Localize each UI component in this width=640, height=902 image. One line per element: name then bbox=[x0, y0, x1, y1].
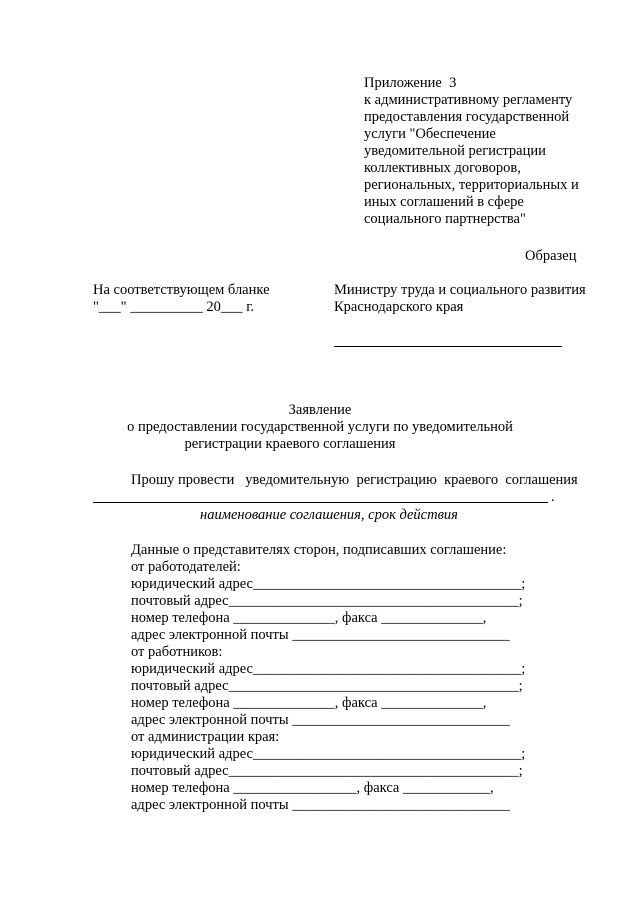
legal-address-field[interactable]: юридический адрес_____________________________________; bbox=[131, 661, 526, 677]
legal-address-field[interactable]: юридический адрес_____________________________________; bbox=[131, 746, 526, 762]
legal-address-field[interactable]: юридический адрес_____________________________________; bbox=[131, 576, 526, 592]
appendix-header bbox=[364, 75, 579, 228]
appendix-line: к административному регламенту bbox=[364, 92, 573, 108]
section-heading: Данные о представителях сторон, подписавших соглашение: bbox=[131, 542, 507, 558]
group-label: от работодателей: bbox=[131, 559, 241, 575]
recipient-line: Министру труда и социального развития bbox=[334, 282, 586, 298]
recipient-block bbox=[334, 282, 586, 316]
postal-address-field[interactable]: почтовый адрес________________________________________; bbox=[131, 763, 523, 779]
group-label: от администрации края: bbox=[131, 729, 280, 745]
postal-address-field[interactable]: почтовый адрес________________________________________; bbox=[131, 593, 523, 609]
postal-address-field[interactable]: почтовый адрес________________________________________; bbox=[131, 678, 523, 694]
title-line: Заявление bbox=[288, 402, 352, 418]
title-line: регистрации краевого соглашения bbox=[184, 436, 396, 452]
appendix-line: Приложение 3 bbox=[364, 75, 457, 91]
date-field[interactable]: "___" __________ 20___ г. bbox=[93, 299, 255, 315]
request-end: . bbox=[551, 489, 555, 505]
request-text: Прошу провести уведомительную регистрацию краевого соглашения bbox=[131, 472, 578, 488]
appendix-line: иных соглашений в сфере bbox=[364, 194, 524, 210]
appendix-line: социального партнерства" bbox=[364, 211, 526, 227]
phone-fax-field[interactable]: номер телефона ______________, факса ______________, bbox=[131, 695, 487, 711]
phone-fax-field[interactable]: номер телефона ______________, факса ______________, bbox=[131, 610, 487, 626]
appendix-line: уведомительной регистрации bbox=[364, 143, 546, 159]
appendix-line: коллективных договоров, bbox=[364, 160, 521, 176]
title-line: о предоставлении государственной услуги по уведомительной bbox=[127, 419, 513, 435]
letterhead-line: На соответствующем бланке bbox=[93, 282, 270, 298]
email-field[interactable]: адрес электронной почты ______________________________ bbox=[131, 797, 510, 813]
field-caption: наименование соглашения, срок действия bbox=[200, 507, 458, 523]
appendix-line: услуги "Обеспечение bbox=[364, 126, 496, 142]
email-field[interactable]: адрес электронной почты ______________________________ bbox=[131, 712, 510, 728]
group-label: от работников: bbox=[131, 644, 223, 660]
recipient-name-field[interactable] bbox=[334, 346, 562, 347]
letterhead-note bbox=[93, 282, 270, 316]
phone-fax-field[interactable]: номер телефона _________________, факса ____________, bbox=[131, 780, 494, 796]
sample-label: Образец bbox=[525, 248, 577, 264]
appendix-line: предоставления государственной bbox=[364, 109, 570, 125]
appendix-line: региональных, территориальных и bbox=[364, 177, 579, 193]
representatives-section bbox=[131, 542, 525, 814]
recipient-line: Краснодарского края bbox=[334, 299, 464, 315]
agreement-name-field[interactable] bbox=[93, 502, 548, 503]
email-field[interactable]: адрес электронной почты ______________________________ bbox=[131, 627, 510, 643]
